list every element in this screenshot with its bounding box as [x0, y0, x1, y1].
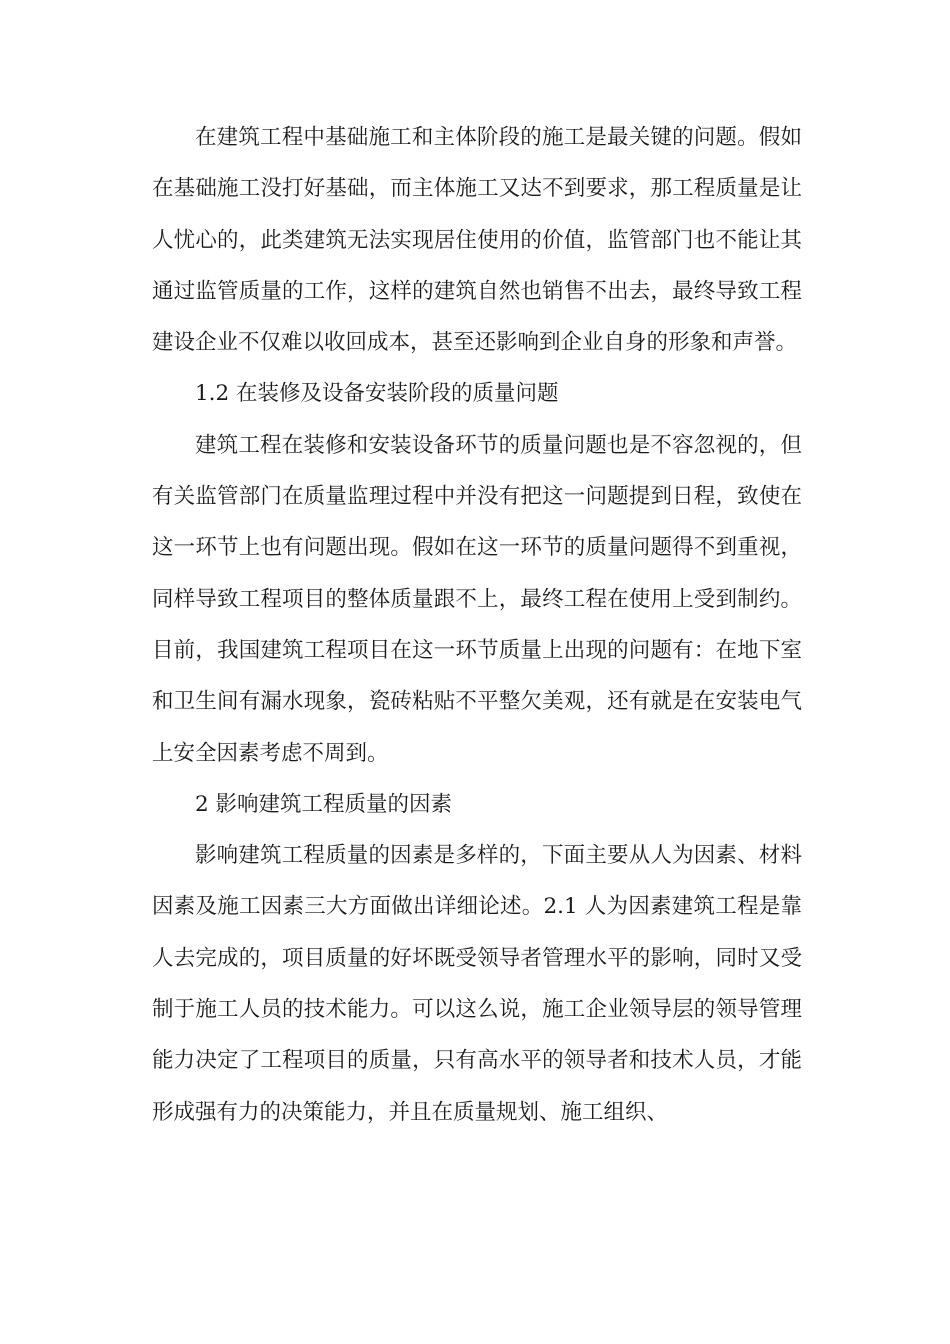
document-body: [152, 112, 802, 1138]
section-heading-2: 2 影响建筑工程质量的因素: [195, 791, 453, 817]
paragraph-foundation-quality: 在建筑工程中基础施工和主体阶段的施工是最关键的问题。假如在基础施工没打好基础，而主体施工又达不到要求，那工程质量是让人忧心的，此类建筑无法实现居住使用的价值，监管部门也不能让其通过监管质量的工作，这样的建筑自然也销售不出去，最终导致工程建设企业不仅难以收回成本，甚至还影响到企业自身的形象和声誉。: [152, 125, 802, 356]
section-heading-1-2: 1.2 在装修及设备安装阶段的质量问题: [195, 381, 559, 407]
paragraph-quality-factors: 影响建筑工程质量的因素是多样的，下面主要从人为因素、材料因素及施工因素三大方面做出详细论述。2.1 人为因素建筑工程是靠人去完成的，项目质量的好坏既受领导者管理水平的影响，同时又受制于施工人员的技术能力。可以这么说，施工企业领导层的领导管理能力决定了工程项目的质量，只有高水平的领导者和技术人员，才能形成强有力的决策能力，并且在质量规划、施工组织、: [152, 843, 802, 1125]
paragraph-decoration-quality: 建筑工程在装修和安装设备环节的质量问题也是不容忽视的，但有关监管部门在质量监理过程中并没有把这一问题提到日程，致使在这一环节上也有问题出现。假如在这一环节的质量问题得不到重视，同样导致工程项目的整体质量跟不上，最终工程在使用上受到制约。目前，我国建筑工程项目在这一环节质量上出现的问题有：在地下室和卫生间有漏水现象，瓷砖粘贴不平整欠美观，还有就是在安装电气上安全因素考虑不周到。: [152, 432, 802, 766]
